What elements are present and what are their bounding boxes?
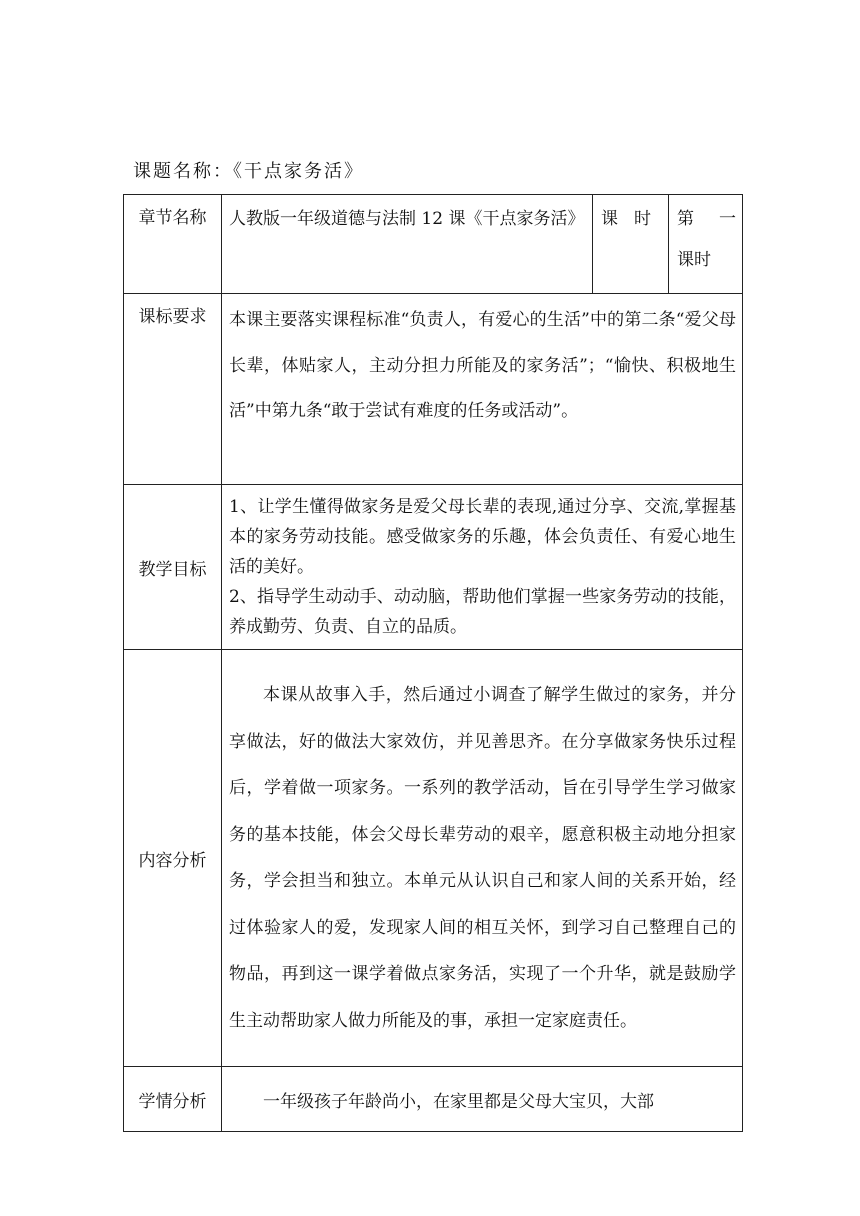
standard-text: 本课主要落实课程标准“负责人，有爱心的生活”中的第二条“爱父母长辈，体贴家人，主动分担力所能及的家务活”；“愉快、积极地生活”中第九条“敢于尝试有难度的任务或活动”。 bbox=[222, 294, 743, 485]
lesson-plan-table bbox=[123, 194, 743, 1132]
goal-item-1: 1、让学生懂得做家务是爱父母长辈的表现,通过分享、交流,掌握基本的家务劳动技能。感受做家务的乐趣，体会负责任、有爱心地生活的美好。 bbox=[229, 497, 736, 577]
class-period-value bbox=[669, 195, 743, 294]
situation-label: 学情分析 bbox=[124, 1067, 222, 1132]
situation-text: 一年级孩子年龄尚小，在家里都是父母大宝贝，大部 bbox=[263, 1091, 654, 1112]
standard-row bbox=[124, 294, 743, 485]
page-title: 课题名称：《干点家务活》 bbox=[133, 161, 364, 182]
class-hour-label bbox=[593, 195, 669, 294]
goal-label: 教学目标 bbox=[124, 485, 222, 650]
goal-item-2: 2、指导学生动动手、动动脑，帮助他们掌握一些家务劳动的技能，养成勤劳、负责、自立的品质。 bbox=[229, 587, 736, 637]
goal-content bbox=[222, 485, 743, 650]
situation-content bbox=[222, 1067, 743, 1132]
chapter-row bbox=[124, 195, 743, 294]
period-char-1: 第 bbox=[677, 209, 694, 229]
analysis-row bbox=[124, 650, 743, 1067]
class-hour-label-char-1: 课 bbox=[601, 209, 618, 229]
goal-row bbox=[124, 485, 743, 650]
analysis-content bbox=[222, 650, 743, 1067]
period-unit: 课时 bbox=[677, 250, 711, 270]
analysis-label: 内容分析 bbox=[124, 650, 222, 1067]
chapter-label: 章节名称 bbox=[124, 195, 222, 294]
period-char-2: 一 bbox=[719, 209, 736, 229]
class-hour-label-char-2: 时 bbox=[634, 209, 651, 229]
analysis-text: 本课从故事入手，然后通过小调查了解学生做过的家务，并分享做法，好的做法大家效仿，并见善思齐。在分享做家务快乐过程后，学着做一项家务。一系列的教学活动，旨在引导学生学习做家务的基本技能，体会父母长辈劳动的艰辛，愿意积极主动地分担家务，学会担当和独立。本单元从认识自己和家人间的关系开始，经过体验家人的爱，发现家人间的相互关怀，到学习自己整理自己的物品，再到这一课学着做点家务活，实现了一个升华，就是鼓励学生主动帮助家人做力所能及的事，承担一定家庭责任。 bbox=[229, 685, 736, 1031]
situation-row bbox=[124, 1067, 743, 1132]
standard-label: 课标要求 bbox=[124, 294, 222, 485]
chapter-value: 人教版一年级道德与法制 12 课《干点家务活》 bbox=[222, 195, 593, 294]
